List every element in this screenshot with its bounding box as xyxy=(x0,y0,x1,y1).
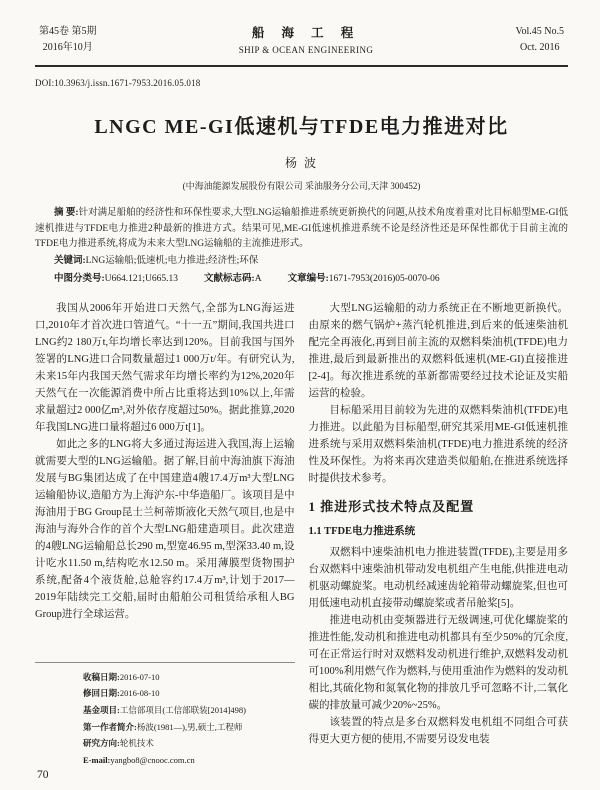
footnote-label: 收稿日期: xyxy=(83,671,120,682)
right-column xyxy=(309,300,569,790)
abstract-text: 针对满足船舶的经济性和环保性要求,大型LNG运输船推进系统更新换代的问题,从技术角度着重对比目标船型ME-GI低速机推进与TFDE电力推进2种最新的推进方式。结果可见,ME-GI低速机推进系统不论是经济性还是环保性都优于目前主流的TFDE电力推进系统,将成为未来大型LNG运输船的主流推进形式。 xyxy=(35,208,568,250)
vol-no-line: Vol.45 No.5 xyxy=(515,26,564,37)
footnote-value: 工信部项目(工信部联装[2014]498) xyxy=(119,704,246,715)
keywords-line xyxy=(35,254,568,269)
doc-code-label: 文献标志码: xyxy=(204,273,255,284)
author-affiliation: (中海油能源发展股份有限公司 采油服务分公司,天津 300452) xyxy=(182,181,421,192)
footnote-row xyxy=(83,719,295,736)
body-paragraph: 双燃料中速柴油机电力推进装置(TFDE),主要是用多台双燃料中速柴油机带动发电机组产生电能,供推进电动机驱动螺旋桨。电动机经减速齿轮箱带动螺旋桨,但也可用低速电动机直接带动螺旋桨或者吊舱桨[5]。 xyxy=(308,547,568,610)
body-paragraph: 我国从2006年开始进口天然气,全部为LNG海运进口,2010年才首次进口管道气。“十一五”期间,我国共进口LNG约2 180万t,年均增长率达到120%。目前我国与国外签署的LNG进口合同数量超过1 000万t/年。有研究认为,未来15年内我国天然气需求年均增长率约为12%,2020年天然气在一次能源消费中所占比重将达到10%以上,年需求量超过2 000亿m³,对外依存度超过50%。据此推算,2020年我国LNG进口量将超过6 000万t[1]。 xyxy=(35,303,295,434)
abstract-block xyxy=(35,206,568,287)
article-id-pair xyxy=(288,272,440,287)
issue-volume-line: 第45卷 第5期 xyxy=(39,26,97,37)
journal-title-cn: 船 海 工 程 xyxy=(251,26,361,40)
journal-title-en: SHIP & OCEAN ENGINEERING xyxy=(238,45,374,56)
body-paragraph: 如此之多的LNG将大多通过海运进入我国,海上运输就需要大型的LNG运输船。据了解,目前中海油旗下海油发展与BG集团达成了在中国建造4艘17.4万m³大型LNG运输船协议,造船方为上海沪东-中华造船厂。该项目是中海油用于BG Group昆士兰柯蒂斯液化天然气项目,也是中海油与海外合作的首个大型LNG船建造项目。此次建造的4艘LNG运输船总长290 m,型宽46.95 m,型深33.40 m,设计吃水11.50 m,结构吃水12.50 m。采用薄膜型货物围护系统,配备4个液货舱,总舱容约17.4万m³,计划于2017—2019年陆续完工交船,届时由船舶公司租赁给承租人BG Group进行全球运营。 xyxy=(35,439,295,621)
footnote-row xyxy=(83,702,295,719)
footnote-value: 杨波(1981—),男,硕士,工程师 xyxy=(136,721,243,732)
footnote-label: 修回日期: xyxy=(83,688,120,699)
body-columns xyxy=(35,300,568,790)
footnote-value: yangbo8@cnooc.com.cn xyxy=(110,754,195,765)
left-column xyxy=(35,300,295,790)
footnote-row xyxy=(83,752,295,769)
issue-date-line: 2016年10月 xyxy=(42,41,93,53)
page-number: 70 xyxy=(37,769,49,781)
section-heading-1-1: 1.1 TFDE电力推进系统 xyxy=(308,526,416,538)
journal-header xyxy=(35,24,568,67)
doc-code-value: A xyxy=(254,273,262,284)
clc-value: U664.121;U665.13 xyxy=(104,273,179,284)
clc-pair xyxy=(54,272,178,287)
footnote-value: 2016-08-10 xyxy=(119,688,160,699)
article-id-label: 文章编号: xyxy=(287,273,329,284)
body-paragraph: 该装置的特点是多台双燃料发电机组不同组合可获得更大更方便的使用,不需要另设发电装 xyxy=(308,717,568,746)
body-paragraph: 目标船采用目前较为先进的双燃料柴油机(TFDE)电力推进。以此船为目标船型,研究其采用ME-GI低速机推进系统与采用双燃料柴油机(TFDE)电力推进系统的经济性及环保性。为将来再次建造类似船舶,在推进系统选择时提供技术参考。 xyxy=(308,405,568,485)
header-journal-block xyxy=(239,24,374,58)
article-id-value: 1671-7953(2016)05-0070-06 xyxy=(328,273,440,284)
footnote-value: 轮机技术 xyxy=(119,738,154,749)
header-vol-block xyxy=(516,24,564,55)
abstract-label: 摘 要: xyxy=(54,208,79,219)
footnote-row xyxy=(83,669,295,686)
paper-title: LNGC ME-GI低速机与TFDE电力推进对比 xyxy=(94,116,509,139)
doc-code-pair xyxy=(204,272,262,287)
abstract-paragraph xyxy=(35,206,568,252)
footnote-divider xyxy=(35,662,295,663)
body-paragraph: 大型LNG运输船的动力系统正在不断地更新换代。由原来的燃气锅炉+蒸汽轮机推进,到后来的低速柴油机配完全再液化,再到目前主流的双燃料柴油机(TFDE)电力推进,最后到最新推出的双燃料低速机(ME-GI)直接推进[2-4]。每次推进系统的革新都需要经过技术论证及实船运营的检验。 xyxy=(308,303,568,400)
classification-line xyxy=(35,272,568,287)
footnote-block xyxy=(35,662,295,790)
footnote-label: 第一作者简介: xyxy=(83,721,137,732)
doi-line: DOI:10.3963/j.issn.1671-7953.2016.05.018 xyxy=(35,78,201,89)
footnote-value: 2016-07-10 xyxy=(119,671,160,682)
keywords-label: 关键词: xyxy=(54,256,86,267)
footnote-label: 研究方向: xyxy=(83,738,120,749)
author-name: 杨 波 xyxy=(284,156,318,171)
header-issue-block xyxy=(39,24,97,55)
vol-date-line: Oct. 2016 xyxy=(520,41,560,53)
footnote-row xyxy=(83,685,295,702)
footnote-rows xyxy=(35,669,295,768)
footnote-row xyxy=(83,735,295,752)
section-heading-1: 1 推进形式技术特点及配置 xyxy=(308,499,475,515)
body-paragraph: 推进电动机由变频器进行无级调速,可优化螺旋桨的推进性能,发动机和推进电动机都具有至少50%的冗余度,可在正常运行时对双燃料发动机进行维护,双燃料发动机可100%利用燃气作为燃料,与使用重油作为燃料的发动机相比,其硫化物和氮氧化物的排放几乎可忽略不计,二氧化碳的排放量可减少20%~25%。 xyxy=(308,615,568,712)
keywords-text: LNG运输船;低速机;电力推进;经济性;环保 xyxy=(85,256,259,267)
footnote-label: 基金项目: xyxy=(83,704,120,715)
footnote-label: E-mail: xyxy=(83,754,111,765)
clc-label: 中图分类号: xyxy=(54,273,105,284)
